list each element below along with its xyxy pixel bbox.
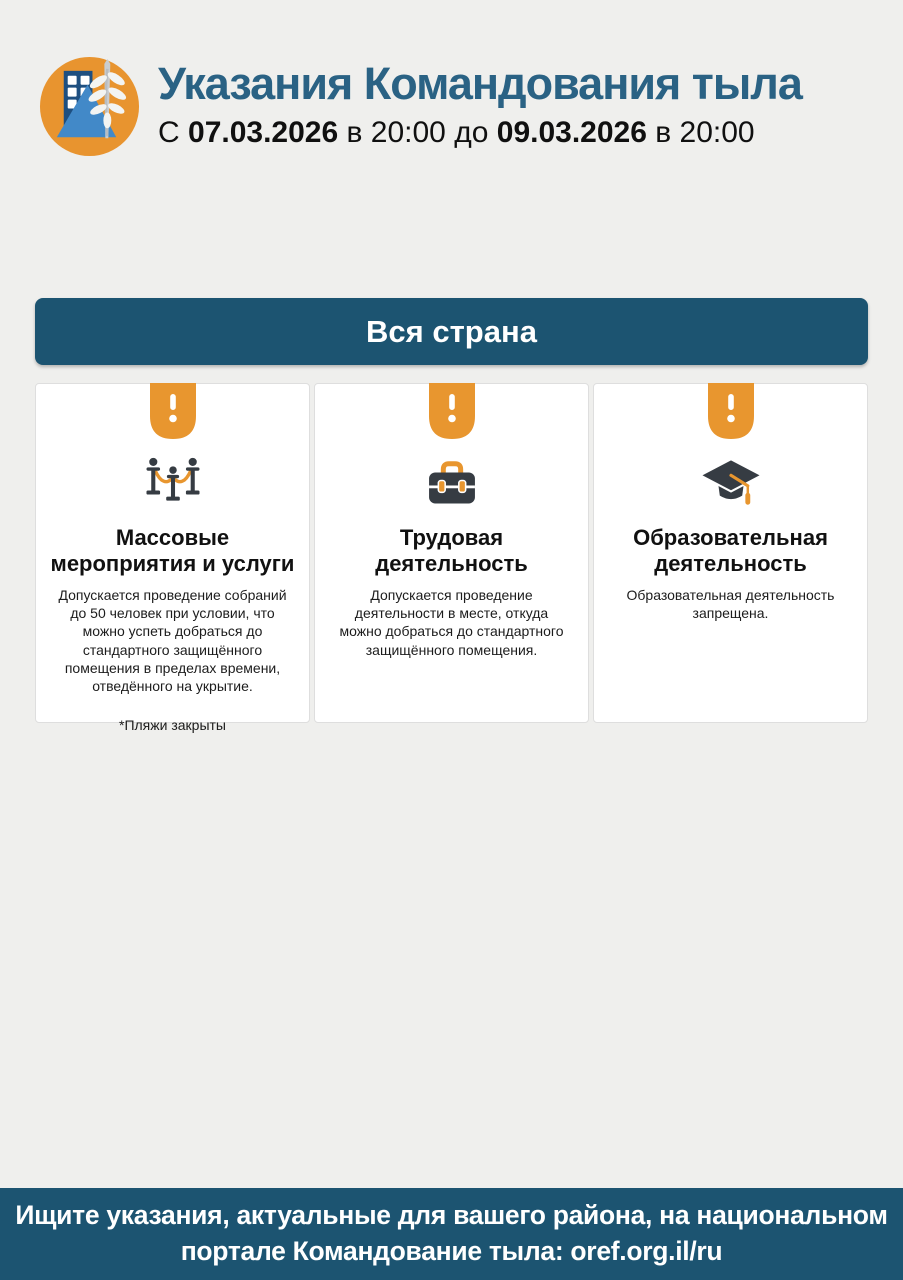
footer-line-2 xyxy=(181,1234,723,1270)
card-title: Образовательная деятельность xyxy=(633,524,828,576)
footer-line-2-text: портале Командование тыла: xyxy=(180,1236,564,1266)
card-education xyxy=(593,383,868,723)
header xyxy=(0,0,903,158)
period-end-date: 09.03.2026 xyxy=(496,115,647,149)
period-end-time: 20:00 xyxy=(679,115,755,149)
period-start-date: 07.03.2026 xyxy=(188,115,339,149)
alert-badge-icon xyxy=(150,383,196,439)
period-end-label: в xyxy=(655,115,672,149)
instruction-cards xyxy=(35,383,868,734)
home-front-command-logo-icon xyxy=(38,55,141,158)
region-banner xyxy=(35,298,868,365)
header-text xyxy=(158,55,802,150)
crowd-barrier-icon xyxy=(139,453,207,513)
card-body: Образовательная деятельность запрещена. xyxy=(626,587,835,622)
card-note: *Пляжи закрыты xyxy=(119,717,226,734)
card-body: Допускается проведение собраний до 50 человек при условии, что можно успеть добраться до стандартного защищённого помещения в пределах времени, отведённого на укрытие. xyxy=(58,587,287,694)
page-title: Указания Командования тыла xyxy=(158,58,802,109)
period-prefix: С xyxy=(158,115,180,149)
period-start-label: в xyxy=(346,115,363,149)
card-mass-events xyxy=(35,383,310,734)
footer-banner xyxy=(0,1188,903,1280)
period-start-time: 20:00 xyxy=(370,115,446,149)
card-body: Допускается проведение деятельности в месте, откуда можно добраться до стандартного защищённого помещения. xyxy=(339,587,564,658)
card-title: Массовые мероприятия и услуги xyxy=(50,524,295,576)
region-banner-label: Вся страна xyxy=(366,313,537,349)
alert-badge-icon xyxy=(708,383,754,439)
alert-badge-icon xyxy=(429,383,475,439)
footer-line-1: Ищите указания, актуальные для вашего района, на национальном xyxy=(15,1200,888,1231)
validity-period xyxy=(158,116,802,150)
oref-portal-link[interactable]: oref.org.il/ru xyxy=(570,1236,723,1266)
period-middle: до xyxy=(454,115,489,149)
graduation-cap-icon xyxy=(696,453,766,513)
card-work-activity xyxy=(314,383,589,723)
card-title: Трудовая деятельность xyxy=(375,524,528,576)
briefcase-icon xyxy=(421,455,483,511)
